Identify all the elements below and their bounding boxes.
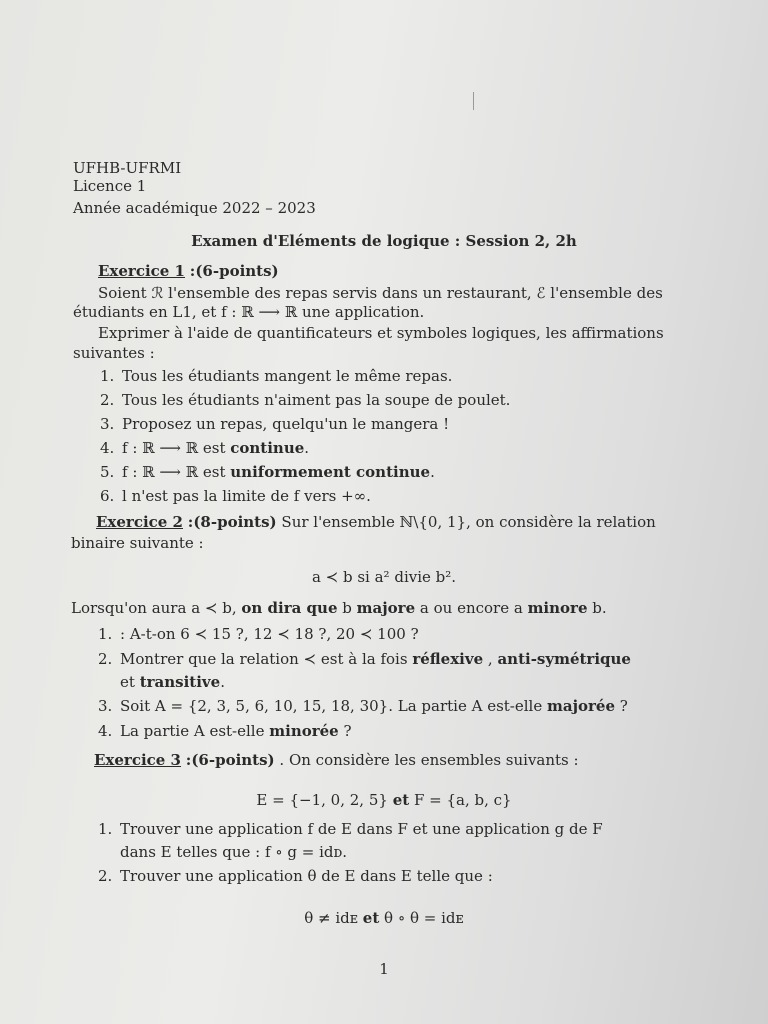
ex1-intro-3: Exprimer à l'aide de quantificateurs et symboles logiques, les affirmations [98, 324, 664, 342]
level: Licence 1 [73, 177, 147, 195]
exam-title: Examen d'Eléments de logique : Session 2, 2h [191, 232, 577, 250]
ex1-intro-2: étudiants en L1, et f : ℝ ⟶ ℝ une application. [73, 303, 425, 321]
ex2-intro-1: Sur l'ensemble ℕ\{0, 1}, on considère la relation [276, 513, 656, 531]
ex1-item: 6. l n'est pas la limite de f vers +∞. [100, 487, 371, 505]
ex1-item: 3. Proposez un repas, quelqu'un le mangera ! [100, 415, 450, 433]
ex2-item: 2. Montrer que la relation ≺ est à la fois réflexive , anti-symétrique [98, 650, 631, 668]
ex2-points: :(8-points) [187, 513, 277, 531]
ex2-heading-line [96, 512, 656, 532]
ex3-item: 1. Trouver une application f de E dans F et une application g de F [98, 820, 603, 838]
ex1-heading: Exercice 1 [98, 262, 185, 280]
ex1-item: 2. Tous les étudiants n'aiment pas la soupe de poulet. [100, 391, 511, 409]
ex2-heading: Exercice 2 [96, 513, 183, 531]
ex3-heading: Exercice 3 [94, 751, 181, 769]
academic-year: Année académique 2022 – 2023 [73, 199, 316, 217]
ex2-item: 1. : A-t-on 6 ≺ 15 ?, 12 ≺ 18 ?, 20 ≺ 100 ? [98, 625, 419, 643]
ex2-intro-2: binaire suivante : [71, 534, 204, 552]
ex3-final-formula: θ ≠ idᴇ et θ ∘ θ = idᴇ [304, 909, 464, 927]
ex2-item: 4. La partie A est-elle minorée ? [98, 722, 352, 740]
ex2-item: 3. Soit A = {2, 3, 5, 6, 10, 15, 18, 30}. La partie A est-elle majorée ? [98, 697, 628, 715]
ex1-item: 5. f : ℝ ⟶ ℝ est uniformement continue. [100, 463, 435, 481]
ex3-points: :(6-points) [185, 751, 275, 769]
page-number: 1 [379, 960, 389, 978]
ex3-item: 2. Trouver une application θ de E dans E telle que : [98, 867, 493, 885]
ex3-item-cont: dans E telles que : f ∘ g = idᴅ. [120, 843, 348, 861]
ex2-formula: a ≺ b si a² divie b². [311, 568, 457, 586]
ex2-item-cont: et transitive. [120, 673, 225, 691]
ex2-definition: Lorsqu'on aura a ≺ b, on dira que b majore a ou encore a minore b. [71, 599, 607, 617]
ex3-intro: . On considère les ensembles suivants : [274, 751, 579, 769]
ex3-formula: E = {−1, 0, 2, 5} et F = {a, b, c} [256, 791, 512, 809]
institution: UFHB-UFRMI [73, 159, 182, 177]
ex1-item: 4. f : ℝ ⟶ ℝ est continue. [100, 439, 310, 457]
pen-mark [473, 92, 474, 110]
ex3-heading-line [94, 750, 579, 770]
ex1-item: 1. Tous les étudiants mangent le même repas. [100, 367, 453, 385]
ex1-intro-1: Soient ℛ l'ensemble des repas servis dans un restaurant, ℰ l'ensemble des [98, 284, 663, 302]
ex1-heading-line [98, 261, 279, 281]
ex1-intro-4: suivantes : [73, 344, 155, 362]
ex1-points: :(6-points) [189, 262, 279, 280]
